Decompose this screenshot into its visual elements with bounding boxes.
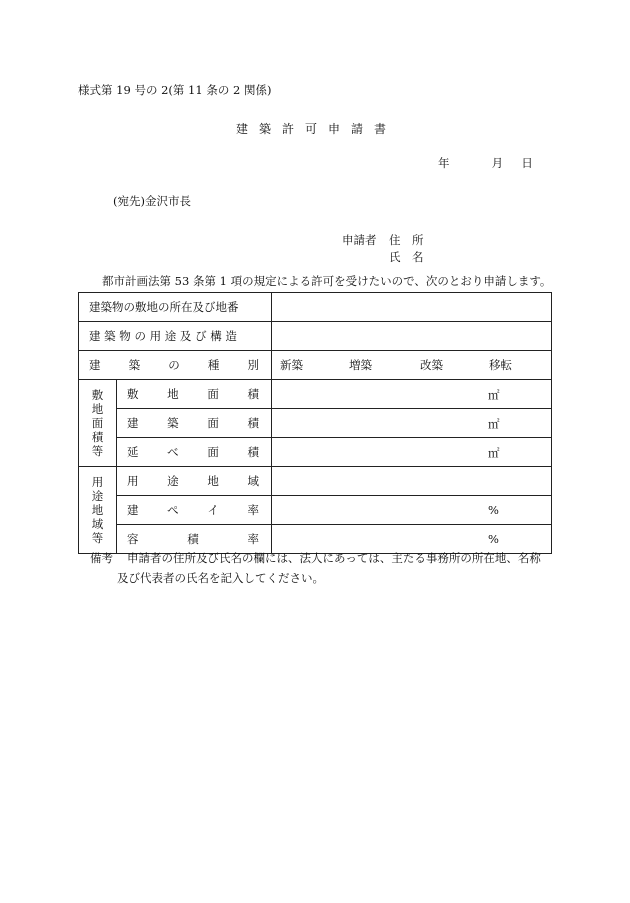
table-row (79, 351, 552, 380)
label-char: 地 (207, 474, 219, 488)
label-char: 種 (207, 358, 220, 372)
note-heading: 備考 (90, 551, 113, 565)
name-label: 氏 名 (389, 250, 424, 264)
label-char: 建 (89, 358, 101, 372)
label-char: べ (167, 445, 179, 459)
label-char: 地 (91, 402, 104, 416)
unit-label: % (488, 503, 499, 517)
use-structure-label: 建 築 物 の 用 途 及 び 構 造 (79, 322, 272, 351)
label-char: の (168, 358, 180, 372)
coverage-ratio-label (117, 496, 272, 525)
use-zone-field[interactable] (272, 467, 552, 496)
label-char: 途 (91, 489, 104, 503)
document-title: 建築許可申請書 (236, 122, 398, 136)
label-char: 域 (91, 517, 104, 531)
label-char: 積 (91, 430, 104, 444)
use-zone-label (117, 467, 272, 496)
building-area-field[interactable] (272, 409, 552, 438)
label-char: 建 (127, 416, 139, 430)
site-area-field[interactable] (272, 380, 552, 409)
option-relocation[interactable]: 移転 (489, 358, 512, 372)
label-char: 地 (167, 387, 179, 401)
building-area-label (117, 409, 272, 438)
form-number: 様式第 19 号の 2(第 11 条の 2 関係) (78, 83, 272, 97)
building-type-options (272, 351, 552, 380)
unit-label: ㎡ (488, 388, 500, 402)
label-char: 築 (167, 416, 179, 430)
total-floor-area-field[interactable] (272, 438, 552, 467)
label-char: 別 (247, 358, 259, 372)
label-char: 建 (127, 503, 139, 517)
label-char: 積 (247, 416, 259, 430)
zone-group-label (79, 467, 117, 554)
label-char: 積 (247, 445, 259, 459)
label-char: 率 (247, 503, 259, 517)
label-char: 率 (247, 532, 259, 546)
option-extension[interactable]: 増築 (349, 358, 372, 372)
option-new[interactable]: 新築 (280, 358, 303, 372)
label-char: 積 (247, 387, 259, 401)
applicant-label: 申請者 (342, 233, 377, 247)
note-text-line1: 申請者の住所及び氏名の欄には、法人にあっては、主たる事務所の所在地、名称 (127, 551, 541, 565)
label-char: ぺ (167, 503, 179, 517)
day-label: 日 (521, 156, 533, 170)
building-type-label (79, 351, 272, 380)
label-char: 積 (187, 532, 199, 546)
table-row (79, 438, 552, 467)
table-row (79, 496, 552, 525)
addressee: (宛先)金沢市長 (113, 194, 191, 208)
intro-text: 都市計画法第 53 条第 1 項の規定による許可を受けたいので、次のとおり申請します。 (102, 274, 552, 288)
table-row (79, 409, 552, 438)
label-char: イ (207, 503, 219, 517)
label-char: 等 (91, 531, 104, 545)
label-char: 敷 (127, 387, 139, 401)
site-location-field[interactable] (272, 293, 552, 322)
table-row (79, 293, 552, 322)
area-group-label (79, 380, 117, 467)
label-char: 用 (91, 475, 104, 489)
month-label: 月 (491, 156, 504, 170)
table-row (79, 467, 552, 496)
label-char: 地 (91, 503, 104, 517)
note-text-line2: 及び代表者の氏名を記入してください。 (117, 571, 324, 585)
option-rebuild[interactable]: 改築 (420, 358, 443, 372)
unit-label: ㎡ (488, 446, 500, 460)
unit-label: % (488, 532, 499, 546)
label-char: 築 (128, 358, 141, 372)
label-char: 等 (91, 444, 104, 458)
label-char: 容 (127, 532, 139, 546)
label-char: 面 (91, 416, 104, 430)
address-label: 住 所 (389, 233, 424, 247)
table-row (79, 380, 552, 409)
label-char: 延 (127, 445, 139, 459)
label-char: 面 (207, 387, 219, 401)
application-table (78, 292, 552, 554)
use-structure-field[interactable] (272, 322, 552, 351)
label-char: 用 (127, 474, 139, 488)
date-line (438, 155, 533, 171)
label-char: 域 (247, 474, 259, 488)
site-location-label: 建築物の敷地の所在及び地番 (79, 293, 272, 322)
label-char: 敷 (91, 388, 104, 402)
site-area-label (117, 380, 272, 409)
label-char: 途 (167, 474, 179, 488)
year-label: 年 (438, 156, 450, 170)
label-char: 面 (207, 445, 219, 459)
unit-label: ㎡ (488, 417, 500, 431)
table-row (79, 322, 552, 351)
coverage-ratio-field[interactable] (272, 496, 552, 525)
label-char: 面 (207, 416, 219, 430)
total-floor-area-label (117, 438, 272, 467)
